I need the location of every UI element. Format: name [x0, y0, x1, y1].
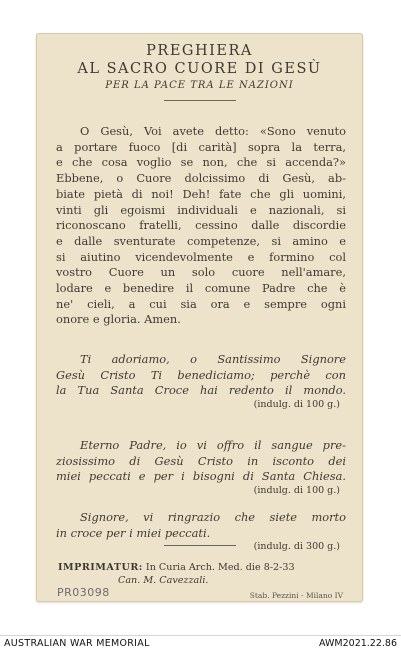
- prayer-line: si aiutino vicendevolmente e formino col: [56, 249, 346, 264]
- prayer-line: e dalle sventurate competenze, si amino e: [56, 233, 346, 248]
- footer-bar: [0, 635, 401, 653]
- indulgence-note: (indulg. di 100 g.): [253, 484, 340, 496]
- footer-institution: AUSTRALIAN WAR MEMORIAL: [4, 638, 150, 649]
- divider: [164, 100, 236, 101]
- prayer-line: vinti gli egoismi individuali e nazionali, si: [56, 202, 346, 217]
- footer-accession-number: AWM2021.22.86: [319, 638, 397, 649]
- card-title: PREGHIERA: [146, 43, 253, 59]
- invocation-line: Signore, vi ringrazio che siete morto: [80, 510, 346, 524]
- invocation-line: ziosissimo di Gesù Cristo in isconto dei: [56, 453, 346, 468]
- invocation-1: [56, 352, 346, 411]
- invocation-line: la Tua Santa Croce hai redento il mondo.: [56, 383, 346, 397]
- prayer-text: [56, 124, 346, 328]
- prayer-line: lodare e benedire il comune Padre che è: [56, 281, 346, 296]
- invocation-3: [56, 510, 346, 553]
- invocation-line: Eterno Padre, io vi offro il sangue pre-: [80, 438, 346, 452]
- imprimatur-text: In Curia Arch. Med. die 8-2-33: [145, 562, 295, 573]
- imprimatur-label: IMPRIMATUR:: [58, 562, 143, 573]
- prayer-line: e che cosa voglio se non, che si accenda?»: [56, 155, 346, 170]
- prayer-line: vostro Cuore un solo cuore nell'amare,: [56, 265, 346, 280]
- prayer-line: biate pietà di noi! Deh! fate che gli uomini,: [56, 186, 346, 201]
- invocation-line: Ti adoriamo, o Santissimo Signore: [80, 352, 346, 366]
- indulgence-note: (indulg. di 300 g.): [253, 541, 340, 552]
- prayer-line: O Gesù, Voi avete detto: «Sono venuto: [80, 124, 346, 138]
- card-subtitle: PER LA PACE TRA LE NAZIONI: [105, 80, 294, 91]
- handwritten-number: PR03098: [57, 586, 110, 599]
- divider: [164, 545, 236, 546]
- invocation-line: miei peccati e per i bisogni di Santa Chiesa.: [56, 469, 346, 483]
- prayer-card: [36, 33, 363, 602]
- prayer-line: onore e gloria. Amen.: [56, 312, 181, 327]
- prayer-line: a portare fuoco [di carità] sopra la terra,: [56, 139, 346, 154]
- imprimatur: [58, 561, 348, 587]
- prayer-line: Ebbene, o Cuore dolcissimo di Gesù, ab-: [56, 171, 346, 186]
- indulgence-note: (indulg. di 100 g.): [253, 398, 340, 410]
- card-title-line-2: AL SACRO CUORE DI GESÙ: [77, 61, 322, 77]
- invocation-line: in croce per i miei peccati.: [56, 525, 211, 540]
- printer-credit: Stab. Pezzini - Milano IV: [249, 591, 343, 600]
- prayer-line: riconoscano fratelli, cessino dalle discordie: [56, 218, 346, 233]
- invocation-line: Gesù Cristo Ti benediciamo; perchè con: [56, 367, 346, 382]
- footer-divider: [0, 635, 401, 636]
- imprimatur-signer: Can. M. Cavezzali.: [118, 575, 209, 586]
- invocation-2: [56, 438, 346, 497]
- prayer-line: ne' cieli, a cui sia ora e sempre ogni: [56, 296, 346, 311]
